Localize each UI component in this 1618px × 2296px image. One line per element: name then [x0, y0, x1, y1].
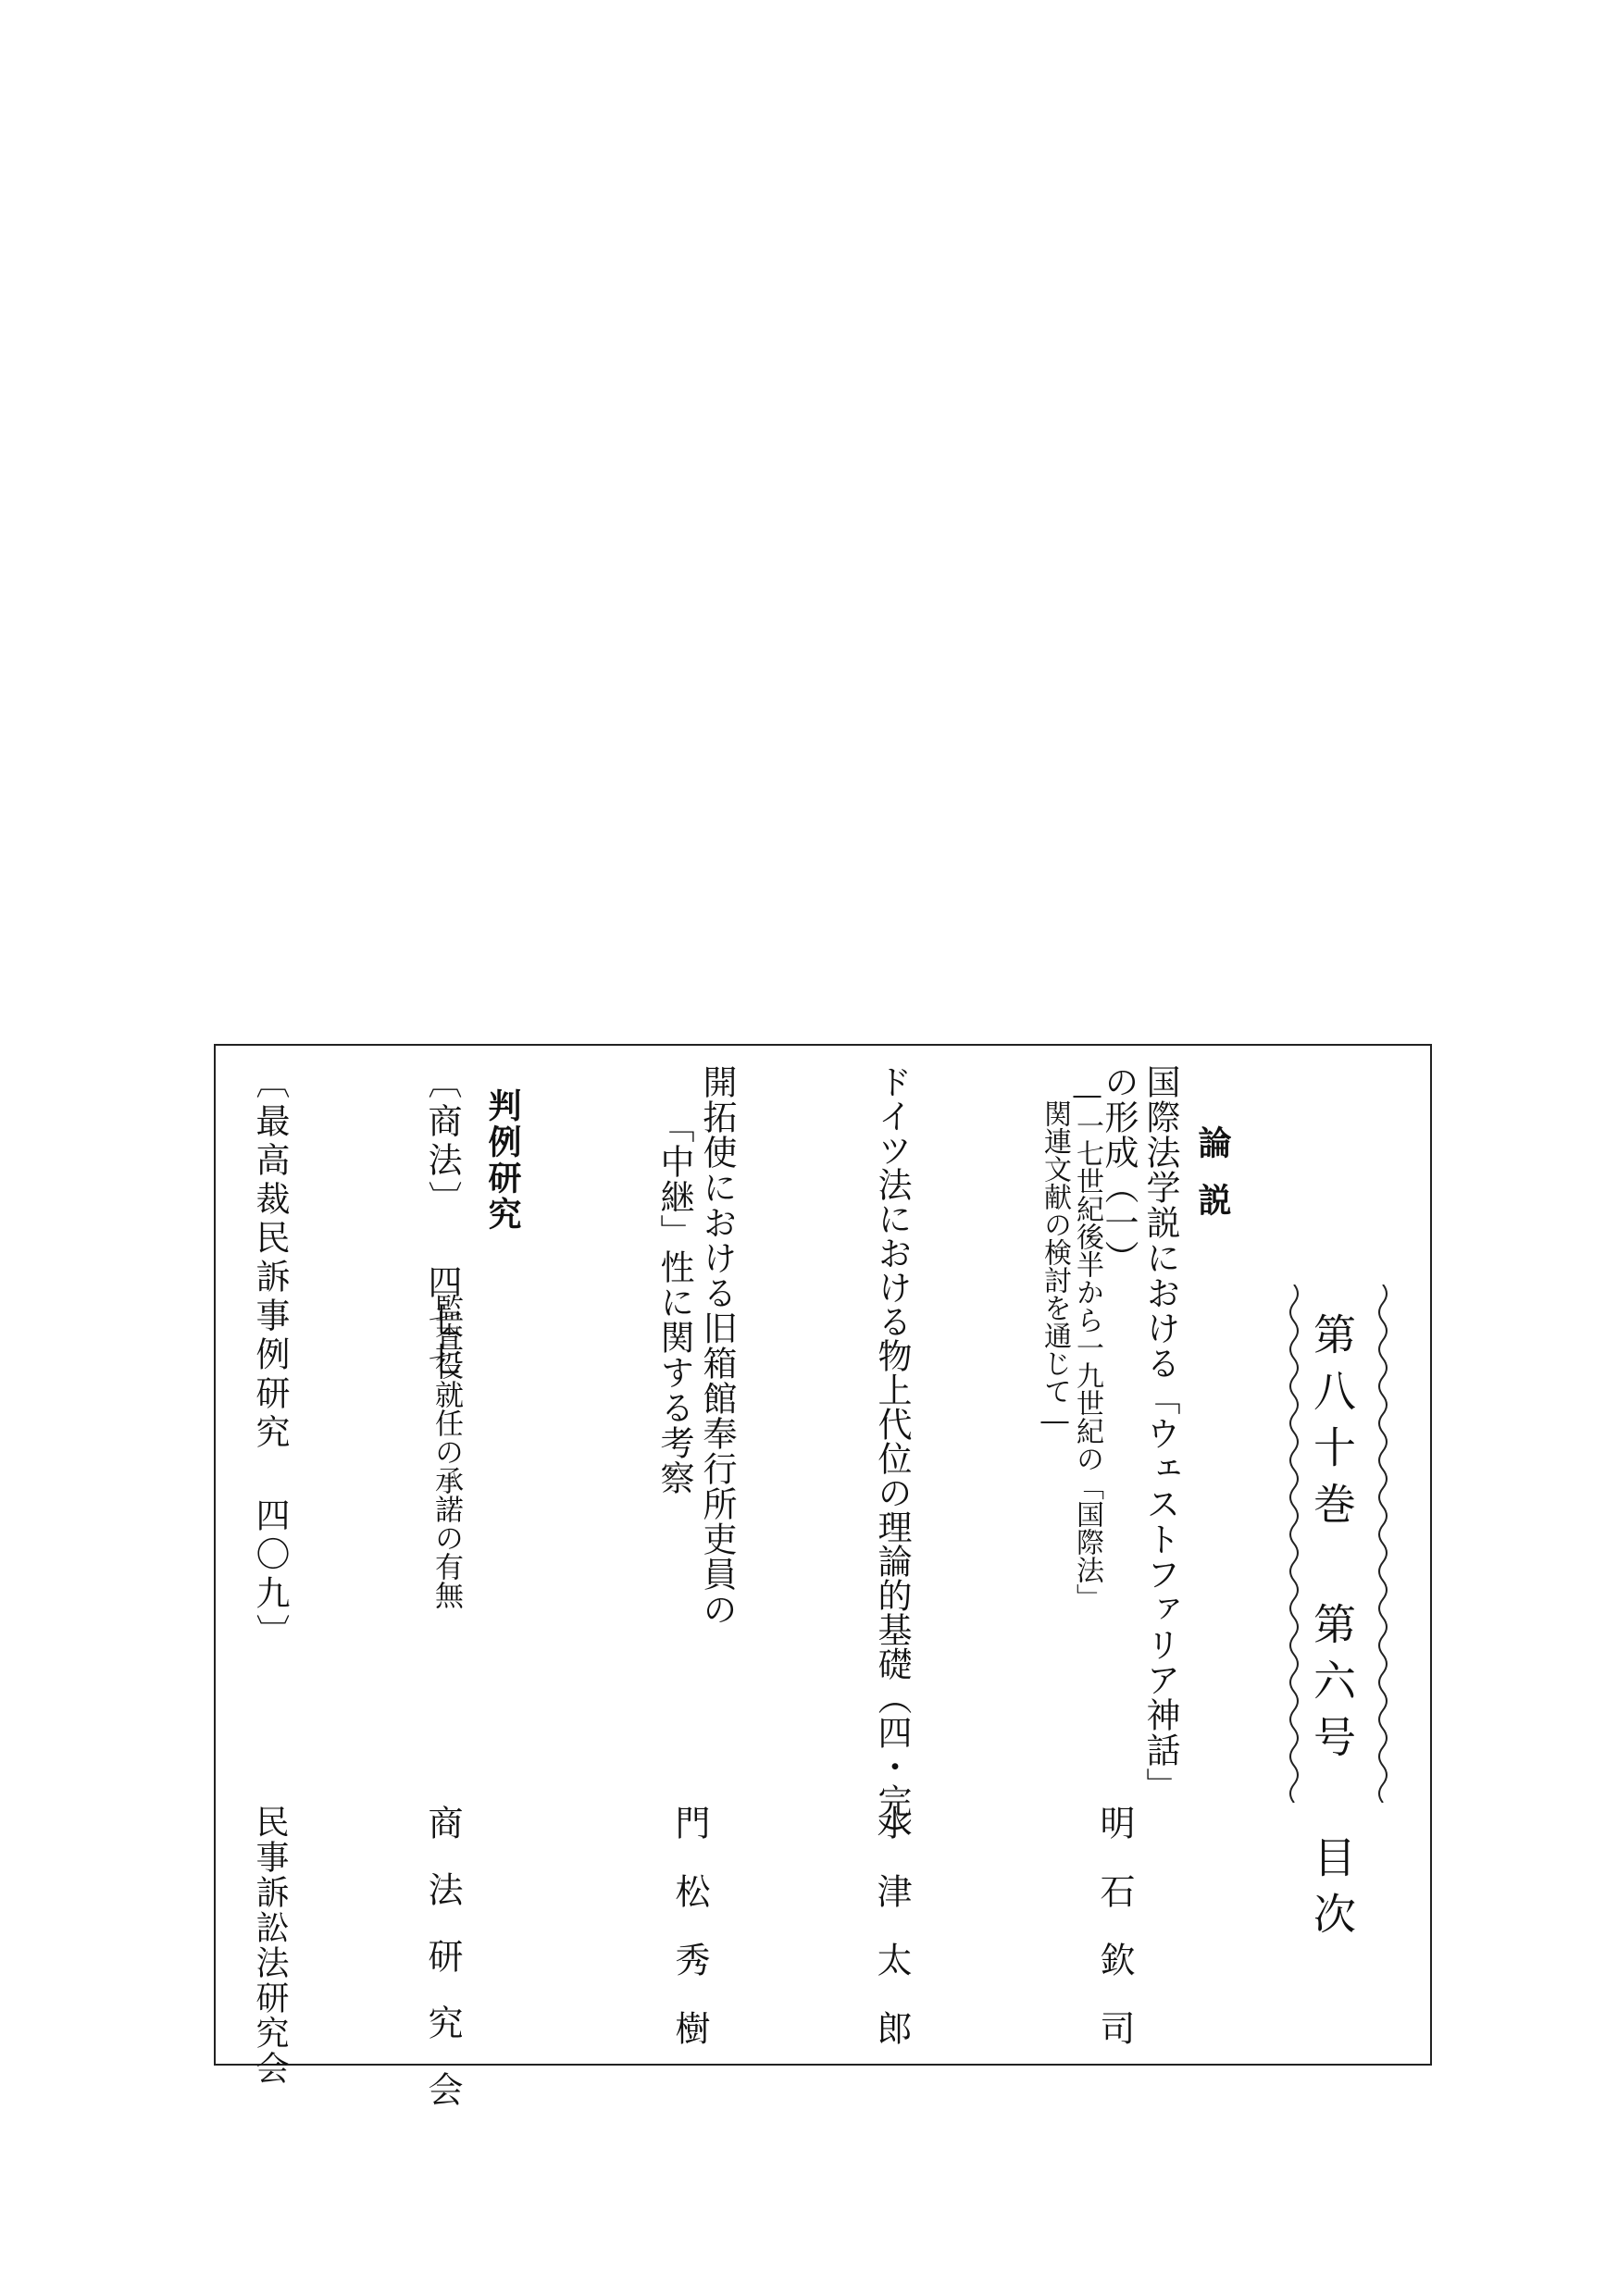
case-1-topic: 監査役就任の承諾の有無 [429, 1294, 463, 1609]
table-of-contents-frame [214, 1044, 1432, 2066]
article-1-title-line-2: の形成（一） [1099, 1064, 1139, 1275]
section-heading-articles: 論説 [1193, 1125, 1231, 1240]
article-2-author: 水津太郎 [871, 1805, 912, 2079]
case-1-author: 商法研究会 [422, 1805, 463, 2138]
case-2-label: 〔最高裁民訴事例研究 四〇九〕 [250, 1064, 290, 1653]
article-3-title-line-2: 「中継」性に関する考察 [654, 1109, 694, 1496]
article-3-title-line-1: 開拓使における旧箱館奉行所吏員の [697, 1064, 737, 1627]
article-1-subtitle-line-1: ―一七世紀後半から一九世紀の「国際法」 [1071, 1079, 1103, 1611]
article-1-author: 明石欽司 [1094, 1805, 1135, 2079]
wavy-border-right [1375, 1285, 1390, 1803]
article-1-subtitle-line-2: 関連文献の検討を通じて― [1039, 1099, 1071, 1437]
wavy-border-left [1287, 1285, 1301, 1803]
case-2-author: 民事訴訟法研究会 [251, 1805, 289, 2086]
article-3-author: 門松秀樹 [669, 1805, 710, 2079]
volume-title: 第八十巻 第六号 目次 [1307, 1312, 1357, 1948]
article-2-title: ドイツ法における物上代位の理論的基礎（四・完） [872, 1064, 912, 1852]
article-1-title-line-1: 国際法学説における「ウェストファリア神話」 [1140, 1064, 1180, 1803]
case-1-label: 〔商法〕 四七七 [422, 1064, 462, 1381]
section-heading-case-studies: 判例研究 [483, 1088, 521, 1233]
